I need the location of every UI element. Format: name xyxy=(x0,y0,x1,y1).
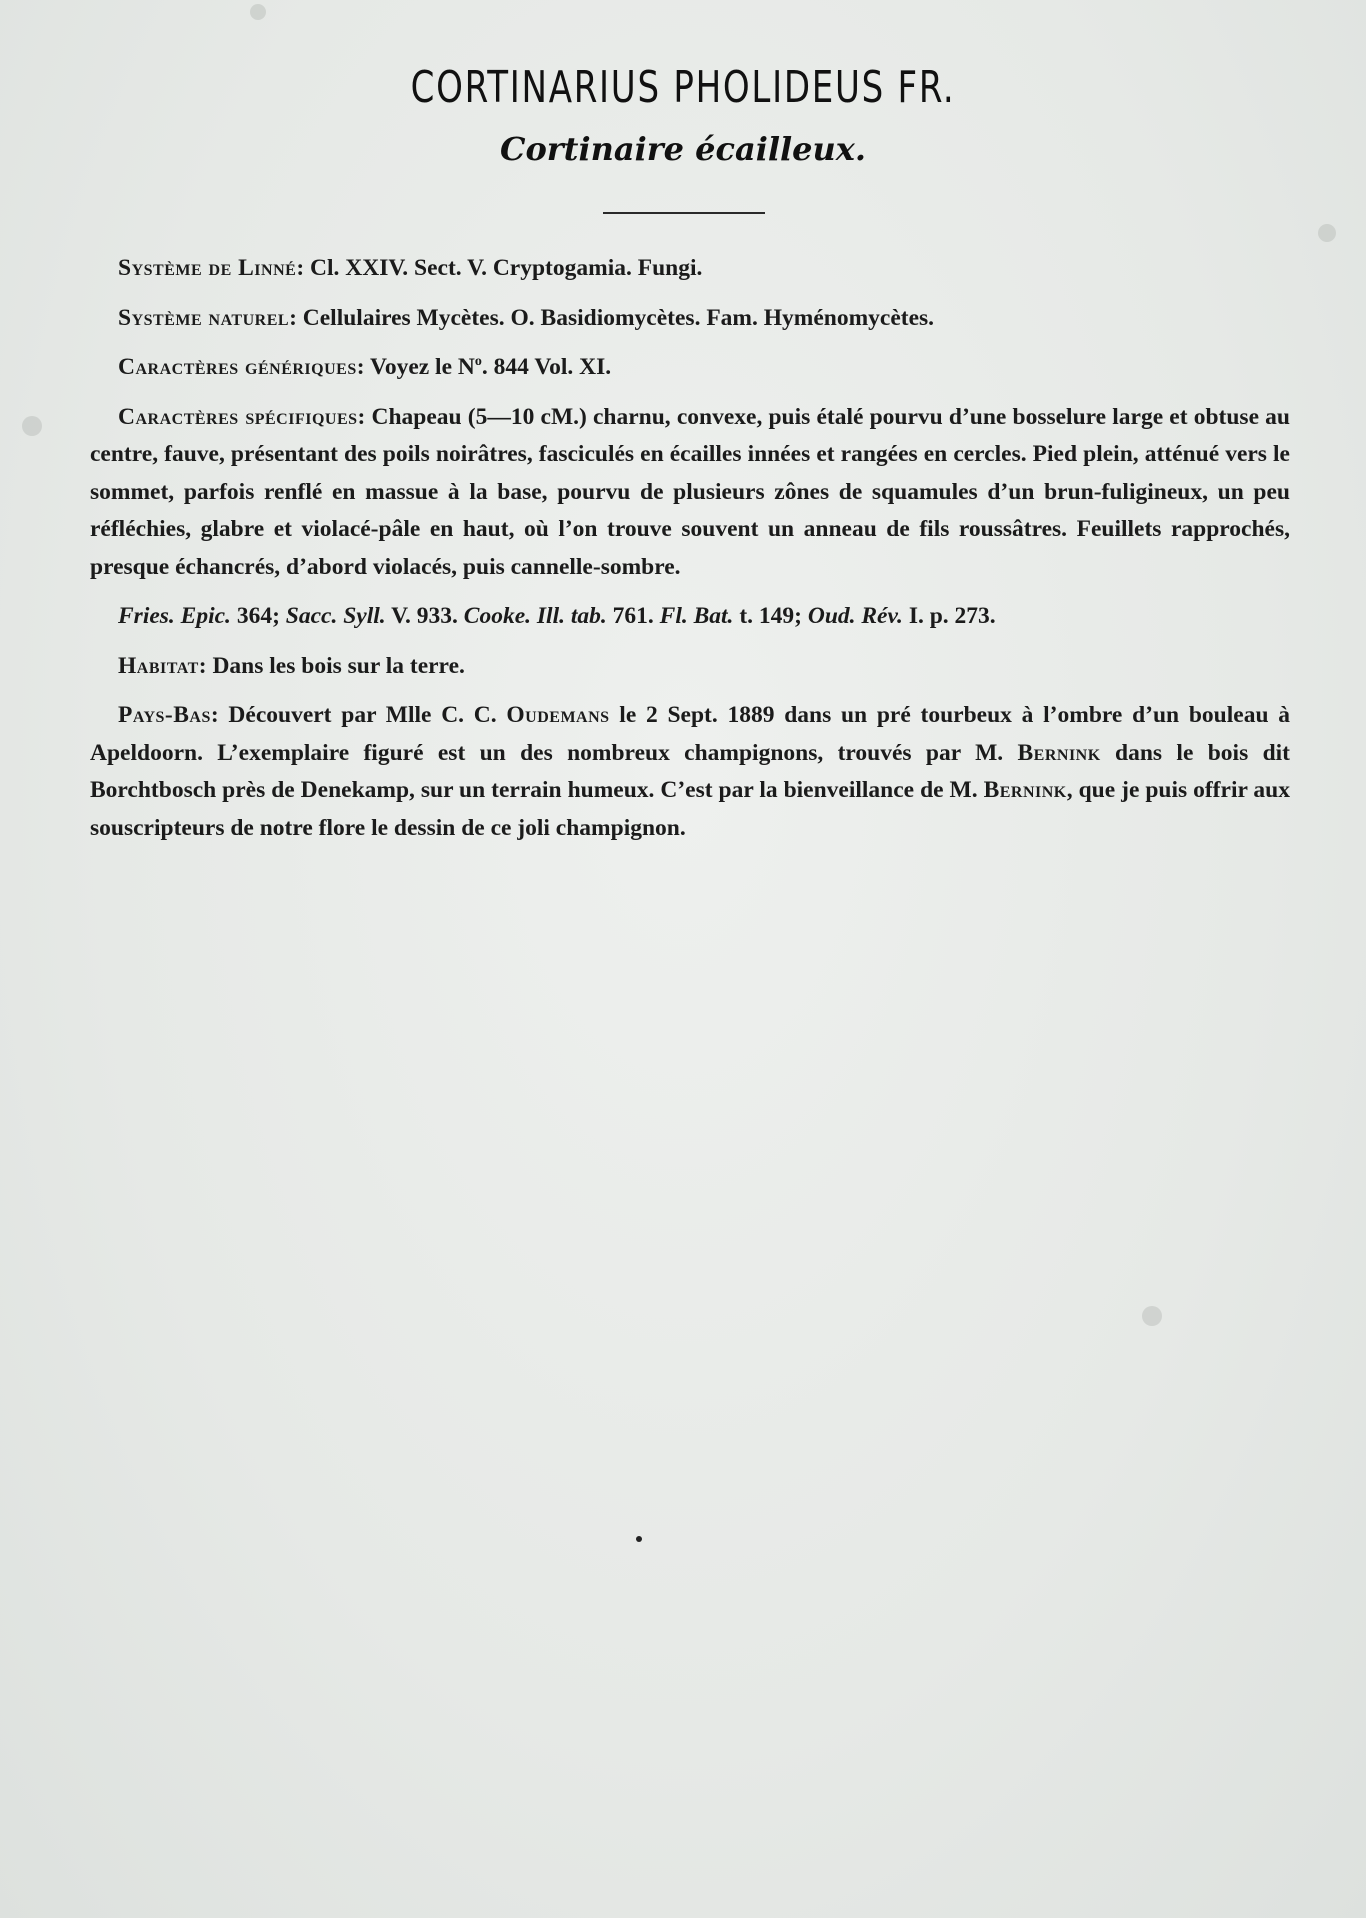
ref-4-detail: t. 149; xyxy=(733,603,808,629)
paragraph-habitat xyxy=(90,648,1290,686)
text-specifiques: : Chapeau (5—10 cM.) charnu, convexe, puis étalé pourvu d’une bosselure large et obtuse au centre, fauve, présentant des poils noirâtres, fasciculés en écailles innées et rangées en cercles. Pied plein, atténué vers le sommet, parfois renflé en massue à la base, pourvu de plusieurs zônes de squamules d’un brun-fuligineux, un peu réfléchies, glabre et violacé-pâle en haut, où l’on trouve souvent un anneau de fils roussâtres. Feuillets rapprochés, presque échancrés, d’abord violacés, puis cannelle-sombre. xyxy=(90,403,1290,580)
text-pays-bas-1: : Découvert par Mlle C. C. xyxy=(210,702,507,728)
paper-spot xyxy=(250,4,266,20)
paragraph-naturel xyxy=(90,300,1290,338)
text-pays-bas-4: , que je puis offrir aux souscripteurs de notre flore le dessin de ce joli champignon. xyxy=(90,777,1291,841)
label-pays-bas: Pays-Bas xyxy=(118,702,211,728)
ref-5-title: Oud. Rév. xyxy=(807,603,903,629)
paper-spot xyxy=(1318,224,1336,242)
text-pays-bas-3: dans le bois dit Borchtbosch près de Denekamp, sur un terrain humeux. C’est par la bienveillance de M. xyxy=(90,739,1290,803)
text-pays-bas-2: le 2 Sept. 1889 dans un pré tourbeux à l’ombre d’un bouleau à Apeldoorn. L’exemplaire figuré est un des nombreux champignons, trouvés par M. xyxy=(90,702,1290,766)
paragraph-references xyxy=(90,598,1290,636)
name-bernink-2: Bernink xyxy=(983,777,1067,803)
paragraph-pays-bas xyxy=(90,697,1290,847)
paper-spot xyxy=(22,416,42,436)
text-linne: : Cl. XXIV. Sect. V. Cryptogamia. Fungi. xyxy=(296,255,703,281)
paragraph-specifiques xyxy=(90,399,1290,587)
paragraph-generiques xyxy=(90,349,1290,387)
printer-dot xyxy=(636,1536,642,1542)
label-linne: Système de Linné xyxy=(118,255,297,281)
label-habitat: Habitat xyxy=(118,652,199,679)
ref-5-detail: I. p. 273. xyxy=(902,603,996,629)
ref-3-detail: 761. xyxy=(606,603,660,629)
text-generiques-after: . 844 Vol. XI. xyxy=(481,354,612,380)
ref-1-title: Fries. Epic. xyxy=(118,603,231,629)
paragraph-linne xyxy=(90,250,1290,288)
text-habitat: : Dans les bois sur la terre. xyxy=(198,652,465,679)
document-body xyxy=(90,250,1290,847)
text-generiques-sup: o xyxy=(474,354,482,370)
label-specifiques: Caractères spécifiques xyxy=(118,403,358,430)
paper-spot xyxy=(1142,1306,1162,1326)
text-naturel: : Cellulaires Mycètes. O. Basidiomycètes. Fam. Hyménomycètes. xyxy=(289,304,935,331)
ref-4-title: Fl. Bat. xyxy=(659,603,734,629)
name-oudemans: Oudemans xyxy=(506,702,610,728)
page-title: CORTINARIUS PHOLIDEUS FR. xyxy=(410,62,956,113)
name-bernink-1: Bernink xyxy=(1017,739,1101,766)
text-generiques-before: : Voyez le N xyxy=(356,354,475,380)
ref-2-detail: V. 933. xyxy=(385,603,464,629)
ref-2-title: Sacc. Syll. xyxy=(285,603,386,629)
page-subtitle: Cortinaire écailleux. xyxy=(499,130,866,168)
label-generiques: Caractères génériques xyxy=(118,354,357,380)
ref-3-title: Cooke. Ill. tab. xyxy=(463,603,607,629)
label-naturel: Système naturel xyxy=(118,304,290,331)
title-divider xyxy=(603,212,765,214)
ref-1-detail: 364; xyxy=(230,603,286,629)
